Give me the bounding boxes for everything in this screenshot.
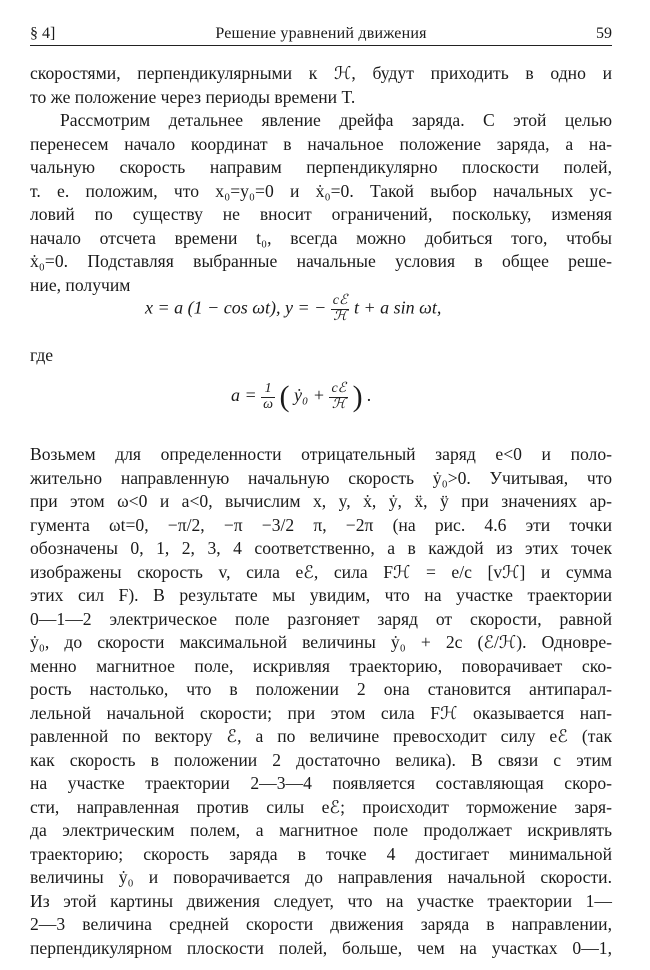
fraction-numerator: 1 (261, 382, 275, 398)
fraction-denominator: ℋ (333, 308, 348, 324)
right-paren: ) (352, 380, 363, 413)
where-label: где (30, 345, 54, 365)
equation-right: t + a sin ωt, (353, 297, 442, 318)
equation-amplitude (231, 380, 372, 414)
equation-term: ẏ₀ + (294, 385, 330, 406)
text-line: Рассмотрим детальнее явление дрейфа заряда. С этой целью (60, 110, 612, 130)
text-line: жительно направленную начальную скорость ẏ₀>0. Учитывая, что (30, 467, 612, 488)
text-line: сти, направленная против силы eℰ; происходит торможение заря- (30, 796, 612, 817)
text-line: да электрическим полем, а магнитное поле продолжает искривлять (30, 820, 612, 840)
text-line: ловий по существу не вносит ограничений, поскольку, изменяя (30, 204, 612, 224)
text-line: ẋ₀=0. Подставляя выбранные начальные условия в общее реше- (30, 251, 612, 271)
fraction (261, 382, 275, 412)
running-title: Решение уравнений движения (215, 25, 427, 42)
text-line: т. е. положим, что x₀=y₀=0 и ẋ₀=0. Такой выбор начальных ус- (30, 180, 612, 201)
running-header (30, 22, 612, 46)
fraction (331, 294, 350, 324)
text-line: Из этой картины движения следует, что на участке траектории 1— (30, 890, 612, 911)
text-line: на участке траектории 2—3—4 появляется составляющая скоро- (30, 773, 612, 793)
equation-lhs: a = (231, 385, 262, 406)
fraction-numerator: cℰ (332, 293, 348, 308)
section-number: § 4] (30, 25, 56, 42)
text-line: перпендикулярном плоскости полей, больше, чем на участках 0—1, (30, 937, 612, 958)
text-line: лельной начальной скорости; при этом сила Fℋ оказывается нап- (30, 702, 612, 723)
header-rule (30, 45, 612, 46)
text-line: менно магнитное поле, искривляя траекторию, поворачивает ско- (30, 655, 612, 676)
text-line: величины ẏ₀ и поворачивается до направления начальной скорости. (30, 867, 612, 887)
equation-trajectory (145, 294, 441, 324)
fraction-denominator: ℋ (331, 396, 346, 412)
equation-left: x = a (1 − cos ωt), y = − (145, 297, 327, 318)
text-line: изображены скорость v, сила eℰ, сила Fℋ = e/c [vℋ] и сумма (30, 561, 612, 582)
paragraph-continuation (30, 62, 612, 109)
fraction-numerator: cℰ (331, 380, 347, 396)
fraction-denominator: ω (263, 396, 274, 412)
fraction (329, 382, 348, 412)
text-line: перенесем начало координат в начальное положение заряда, а на- (30, 133, 612, 154)
text-line: 0—1—2 электрическое поле разгоняет заряд от скорости, равной (30, 608, 612, 629)
text-line: как скорость в положении 2 достаточно велика). В связи с этим (30, 749, 612, 770)
text-line: скоростями, перпендикулярными к ℋ, будут приходить в одно и (30, 63, 612, 83)
text-line: обозначены 0, 1, 2, 3, 4 соответственно, а в каждой из этих точек (30, 538, 612, 558)
page-number: 59 (596, 25, 612, 42)
text-line: рость настолько, что в положении 2 она становится антипарал- (30, 679, 612, 699)
text-line: при этом ω<0 и a<0, вычислим x, y, ẋ, ẏ, ẍ, ÿ при значениях ар- (30, 491, 612, 511)
text-line: этих сил F). В результате мы увидим, что на участке траектории (30, 585, 612, 605)
text-line: траекторию; скорость заряда в точке 4 достигает минимальной (30, 843, 612, 864)
text-line: ẏ₀, до скорости максимальной величины ẏ₀ + 2c (ℰ/ℋ). Одновре- (30, 632, 612, 652)
text-line: Возьмем для определенности отрицательный заряд e<0 и поло- (30, 444, 612, 464)
equation-tail: . (367, 385, 372, 406)
text-line: чальную скорость направим перпендикулярно плоскости полей, (30, 157, 612, 177)
paragraph-drift (30, 109, 612, 297)
text-line: 2—3 величина средней скорости движения заряда в направлении, (30, 914, 612, 934)
text-line: ние, получим (30, 274, 131, 295)
text-line: равленной по вектору ℰ, а по величине превосходит силу eℰ (так (30, 726, 612, 746)
text-line: начало отсчета времени t₀, всегда можно добиться того, чтобы (30, 227, 612, 248)
text-line: то же положение через периоды времени T. (30, 86, 356, 107)
left-paren: ( (279, 380, 290, 413)
paragraph-analysis (30, 443, 612, 960)
text-line: гумента ωt=0, −π/2, −π −3/2 π, −2π (на рис. 4.6 эти точки (30, 514, 612, 535)
